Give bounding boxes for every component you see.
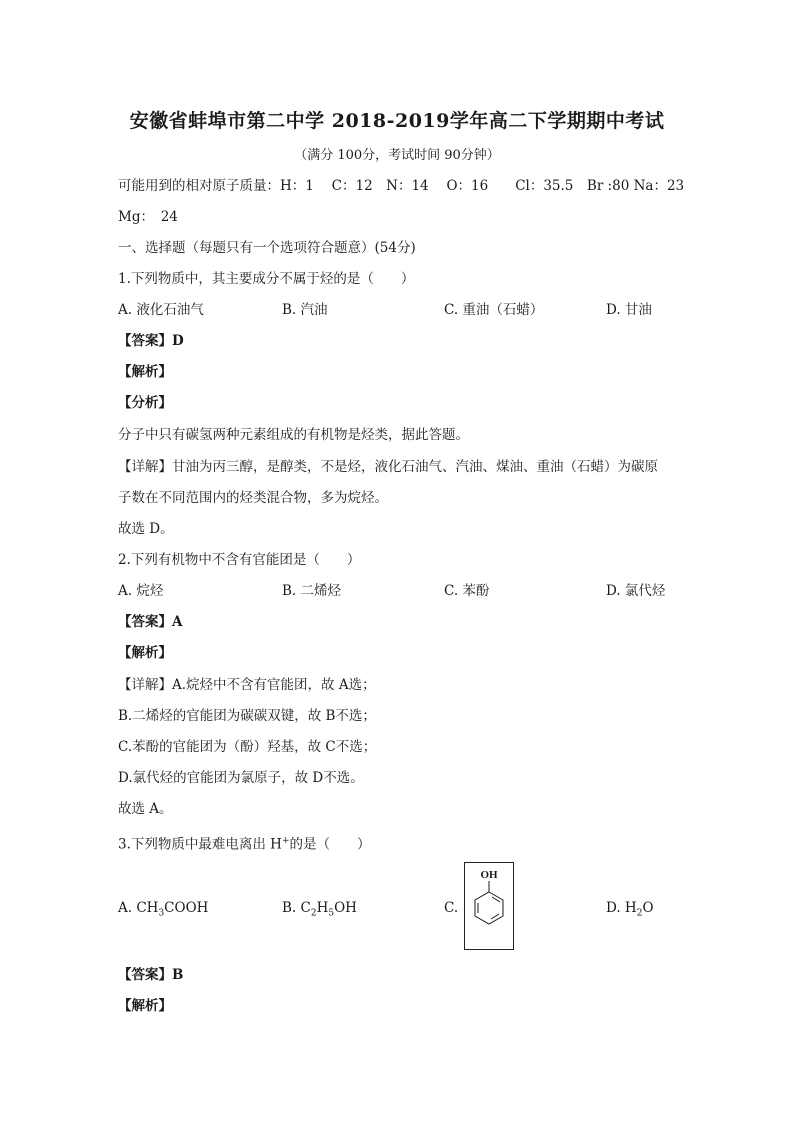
phenol-structure-icon: [465, 863, 513, 949]
benzene-ring: [475, 892, 503, 924]
q1-option-b: B. 汽油: [282, 302, 328, 318]
atomic-mass-line-2: Mg： 24: [118, 209, 178, 225]
q3-opt-b-pre: B. C: [282, 900, 311, 916]
q3-option-b: [282, 898, 357, 924]
q1-jiexi-label: 【解析】: [118, 364, 172, 380]
q1-answer: 【答案】D: [118, 333, 184, 349]
q1-stem: 1.下列物质中，其主要成分不属于烃的是（ ）: [118, 271, 415, 287]
q2-option-d: D. 氯代烃: [606, 583, 666, 599]
phenol-oh-label: OH: [480, 869, 498, 881]
q3-stem-post: 的是（ ）: [289, 836, 371, 853]
q1-fenxi-label: 【分析】: [118, 395, 172, 411]
q3-opt-b-sub1: 2: [310, 908, 317, 919]
q2-detail-c: C.苯酚的官能团为（酚）羟基，故 C不选；: [118, 739, 377, 755]
double-bond-2: [491, 914, 499, 919]
q3-opt-b-mid: H: [316, 900, 329, 916]
q3-answer: 【答案】B: [118, 967, 184, 983]
q2-conclusion: 故选 A。: [118, 801, 173, 817]
q2-option-b: B. 二烯烃: [282, 583, 342, 599]
q2-detail-b: B.二烯烃的官能团为碳碳双键，故 B不选；: [118, 708, 376, 724]
q3-option-a: [118, 898, 208, 924]
q3-opt-d-post: O: [642, 900, 654, 916]
q1-option-c: C. 重油（石蜡）: [444, 302, 544, 318]
q3-opt-a-post: COOH: [164, 900, 209, 916]
atomic-mass-line-1: 可能用到的相对原子质量：H：1 C：12 N：14 O：16 Cl：35.5 Br :80 Na：23: [118, 178, 685, 194]
q3-opt-a-pre: A. CH: [118, 900, 159, 916]
phenol-structure-box: [464, 862, 514, 950]
q1-conclusion: 故选 D。: [118, 521, 174, 537]
q3-jiexi-label: 【解析】: [118, 998, 172, 1014]
q1-option-d: D. 甘油: [606, 302, 652, 318]
q2-stem: 2.下列有机物中不含有官能团是（ ）: [118, 552, 361, 568]
q3-opt-d-pre: D. H: [606, 900, 637, 916]
q3-stem-pre: 3.下列物质中最难电离出 H: [118, 836, 282, 853]
q1-detail-line-2: 子数在不同范围内的烃类混合物，多为烷烃。: [118, 490, 388, 506]
q1-detail-line-1: 【详解】甘油为丙三醇，是醇类，不是烃，液化石油气、汽油、煤油、重油（石蜡）为碳原: [118, 459, 658, 475]
q2-detail-d: D.氯代烃的官能团为氯原子，故 D不选。: [118, 770, 364, 786]
q2-detail-a: 【详解】A.烷烃中不含有官能团，故 A选；: [118, 677, 376, 693]
q3-option-c-label: C.: [444, 900, 459, 916]
page-title: 安徽省蚌埠市第二中学 2018-2019学年高二下学期期中考试: [129, 110, 665, 132]
q3-option-d: [606, 898, 654, 924]
section-heading: 一、选择题（每题只有一个选项符合题意）(54分): [118, 240, 416, 256]
q2-option-a: A. 烷烃: [118, 583, 164, 599]
q3-stem: [118, 831, 371, 855]
q3-stem-sup: +: [281, 836, 290, 846]
q3-opt-b-sub2: 5: [328, 908, 335, 919]
q1-option-a: A. 液化石油气: [118, 302, 204, 318]
q1-fenxi-text: 分子中只有碳氢两种元素组成的有机物是烃类，据此答题。: [118, 427, 469, 443]
q3-opt-a-sub: 3: [158, 908, 165, 919]
q2-answer: 【答案】A: [118, 614, 183, 630]
q3-opt-d-sub: 2: [636, 908, 643, 919]
q3-opt-b-post: OH: [334, 900, 357, 916]
q2-option-c: C. 苯酚: [444, 583, 490, 599]
page-subtitle: （满分 100分，考试时间 90分钟）: [294, 148, 500, 163]
q2-jiexi-label: 【解析】: [118, 645, 172, 661]
